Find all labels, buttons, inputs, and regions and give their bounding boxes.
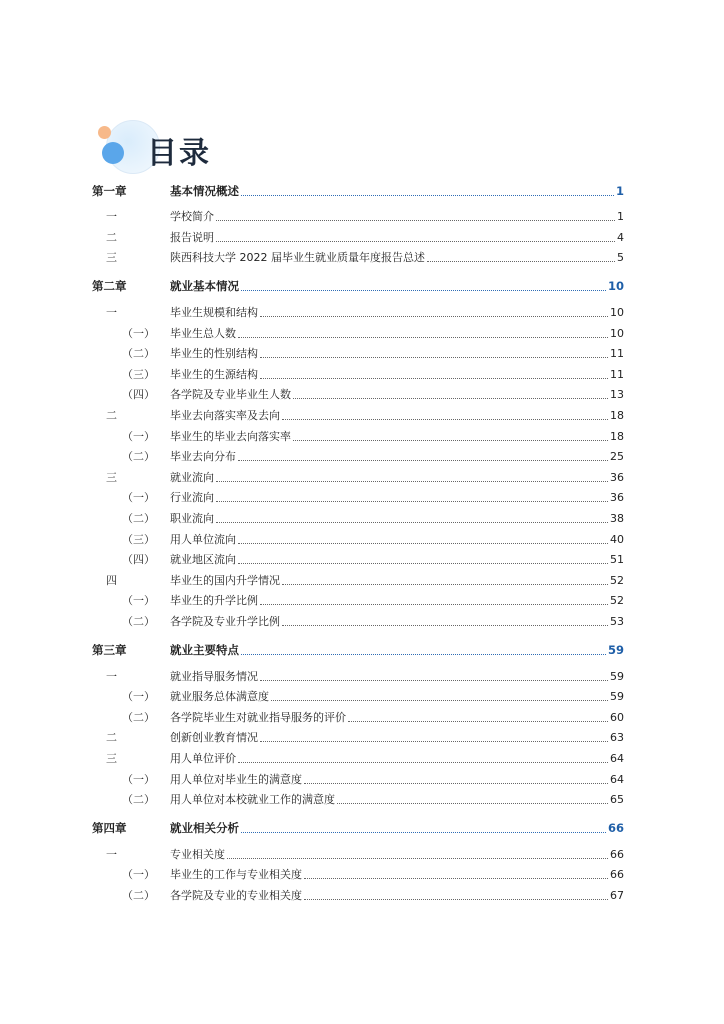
toc-leader-dots <box>293 440 608 441</box>
toc-entry-label: 各学院及专业升学比例 <box>170 614 280 628</box>
toc-entry[interactable] <box>92 446 624 467</box>
toc-leader-dots <box>260 741 608 742</box>
toc-leader-dots <box>216 241 615 242</box>
toc-chapter-entry[interactable] <box>92 179 624 202</box>
toc-entry-label: 毕业生的生源结构 <box>170 367 258 381</box>
toc-leader-dots <box>238 762 608 763</box>
toc-entry-line <box>170 428 624 444</box>
toc-entry-label: 毕业生规模和结构 <box>170 306 258 320</box>
toc-entry-number: 第二章 <box>92 279 127 294</box>
toc-entry-number: （一） <box>122 429 155 443</box>
toc-entry-page-number: 11 <box>610 367 624 381</box>
toc-entry-page-number: 18 <box>610 429 624 443</box>
toc-entry-label: 陕西科技大学 2022 届毕业生就业质量年度报告总述 <box>170 251 425 265</box>
toc-leader-dots <box>282 625 608 626</box>
toc-entry-page-number: 53 <box>610 614 624 628</box>
toc-entry[interactable] <box>92 227 624 248</box>
toc-leader-dots <box>282 419 608 420</box>
toc-entry-page-number: 11 <box>610 347 624 361</box>
toc-entry-number: 二 <box>106 731 117 745</box>
toc-entry-label: 毕业生的毕业去向落实率 <box>170 429 291 443</box>
toc-entry-number: （二） <box>122 888 155 902</box>
toc-entry[interactable] <box>92 467 624 488</box>
toc-entry-number: （二） <box>122 793 155 807</box>
toc-entry-number: 二 <box>106 409 117 423</box>
toc-leader-dots <box>304 878 608 879</box>
toc-entry-line <box>170 642 624 658</box>
toc-leader-dots <box>271 700 608 701</box>
toc-entry-line <box>170 820 624 836</box>
toc-leader-dots <box>293 398 608 399</box>
toc-entry-number: （四） <box>122 388 155 402</box>
toc-leader-dots <box>216 220 615 221</box>
toc-entry-label: 专业相关度 <box>170 847 225 861</box>
toc-entry[interactable] <box>92 885 624 906</box>
toc-entry-number: （三） <box>122 367 155 381</box>
toc-entry-label: 毕业生的国内升学情况 <box>170 573 280 587</box>
toc-entry[interactable] <box>92 384 624 405</box>
toc-entry-number: （一） <box>122 772 155 786</box>
toc-entry-page-number: 59 <box>610 690 624 704</box>
toc-entry-page-number: 10 <box>610 326 624 340</box>
toc-entry-line <box>170 278 624 294</box>
toc-entry-label: 创新创业教育情况 <box>170 731 258 745</box>
toc-leader-dots <box>216 522 608 523</box>
toc-leader-dots <box>241 195 614 196</box>
toc-entry-label: 毕业生总人数 <box>170 326 236 340</box>
page-title: 目录 <box>147 136 211 171</box>
toc-entry-number: 一 <box>106 210 117 224</box>
toc-entry-page-number: 67 <box>610 888 624 902</box>
toc-entry-line <box>170 407 624 423</box>
toc-entry-number: 二 <box>106 230 117 244</box>
toc-leader-dots <box>348 721 608 722</box>
toc-entry[interactable] <box>92 508 624 529</box>
toc-entry-number: 第四章 <box>92 820 127 835</box>
toc-entry-line <box>170 229 624 245</box>
toc-leader-dots <box>427 261 615 262</box>
toc-entry-page-number: 13 <box>610 388 624 402</box>
toc-entry-number: （二） <box>122 512 155 526</box>
toc-entry[interactable] <box>92 611 624 632</box>
toc-entry-line <box>170 729 624 745</box>
toc-entry[interactable] <box>92 247 624 268</box>
toc-entry-page-number: 63 <box>610 731 624 745</box>
toc-entry-line <box>170 551 624 567</box>
toc-entry-label: 用人单位对本校就业工作的满意度 <box>170 793 335 807</box>
toc-entry-line <box>170 791 624 807</box>
toc-entry-line <box>170 386 624 402</box>
toc-leader-dots <box>227 858 608 859</box>
toc-entry[interactable] <box>92 343 624 364</box>
toc-entry-label: 毕业去向落实率及去向 <box>170 409 280 423</box>
toc-entry[interactable] <box>92 405 624 426</box>
toc-entry-page-number: 66 <box>610 868 624 882</box>
toc-entry-page-number: 66 <box>610 847 624 861</box>
toc-leader-dots <box>260 378 608 379</box>
toc-entry-line <box>170 668 624 684</box>
orange-dot-icon <box>98 126 111 139</box>
toc-entry[interactable] <box>92 302 624 323</box>
toc-entry-page-number: 40 <box>610 532 624 546</box>
toc-entry-line <box>170 771 624 787</box>
toc-leader-dots <box>241 832 606 833</box>
toc-entry-line <box>170 572 624 588</box>
toc-leader-dots <box>238 337 608 338</box>
toc-entry-page-number: 10 <box>610 306 624 320</box>
toc-entry-label: 学校简介 <box>170 210 214 224</box>
toc-entry-line <box>170 750 624 766</box>
toc-entry-label: 就业流向 <box>170 470 214 484</box>
toc-entry[interactable] <box>92 789 624 810</box>
toc-entry-page-number: 59 <box>607 642 624 657</box>
toc-entry-label: 毕业生的升学比例 <box>170 594 258 608</box>
toc-leader-dots <box>241 290 606 291</box>
toc-entry-page-number: 64 <box>610 772 624 786</box>
toc-entry[interactable] <box>92 487 624 508</box>
toc-entry-number: 一 <box>106 847 117 861</box>
toc-entry-line <box>170 208 624 224</box>
toc-entry-page-number: 51 <box>610 553 624 567</box>
toc-entry-page-number: 52 <box>610 573 624 587</box>
toc-entry[interactable] <box>92 864 624 885</box>
toc-entry-label: 用人单位对毕业生的满意度 <box>170 772 302 786</box>
toc-entry-number: （三） <box>122 532 155 546</box>
toc-entry-line <box>170 592 624 608</box>
toc-entry[interactable] <box>92 706 624 727</box>
toc-entry-line <box>170 613 624 629</box>
toc-entry[interactable] <box>92 727 624 748</box>
toc-entry-line <box>170 249 624 265</box>
toc-entry-number: 一 <box>106 306 117 320</box>
toc-entry-number: （二） <box>122 614 155 628</box>
toc-entry-page-number: 36 <box>610 470 624 484</box>
toc-entry-label: 毕业生的工作与专业相关度 <box>170 868 302 882</box>
toc-entry-page-number: 18 <box>610 409 624 423</box>
toc-leader-dots <box>238 460 608 461</box>
toc-entry-number: （一） <box>122 594 155 608</box>
toc-entry[interactable] <box>92 843 624 864</box>
toc-leader-dots <box>260 680 608 681</box>
toc-entry-page-number: 52 <box>610 594 624 608</box>
toc-entry-number: （一） <box>122 491 155 505</box>
toc-entry-label: 报告说明 <box>170 230 214 244</box>
toc-entry-page-number: 59 <box>610 669 624 683</box>
toc-leader-dots <box>282 584 608 585</box>
toc-entry[interactable] <box>92 528 624 549</box>
toc-entry-line <box>170 709 624 725</box>
toc-entry-line <box>170 325 624 341</box>
toc-entry[interactable] <box>92 768 624 789</box>
toc-entry-number: 第一章 <box>92 183 127 198</box>
toc-leader-dots <box>216 481 608 482</box>
toc-entry-label: 职业流向 <box>170 512 214 526</box>
toc-entry-label: 就业指导服务情况 <box>170 669 258 683</box>
toc-chapter-entry[interactable] <box>92 816 624 839</box>
toc-entry[interactable] <box>92 686 624 707</box>
toc-entry-number: 四 <box>106 573 117 587</box>
toc-entry-number: （二） <box>122 710 155 724</box>
toc-entry-label: 就业服务总体满意度 <box>170 690 269 704</box>
toc-entry-number: （一） <box>122 326 155 340</box>
toc-entry-page-number: 10 <box>607 279 624 294</box>
toc-entry-line <box>170 510 624 526</box>
toc-entry[interactable] <box>92 322 624 343</box>
toc-entry-label: 基本情况概述 <box>170 183 239 198</box>
toc-entry[interactable] <box>92 549 624 570</box>
toc-leader-dots <box>304 899 608 900</box>
toc-leader-dots <box>260 316 608 317</box>
table-of-contents <box>92 178 624 905</box>
toc-entry-label: 各学院及专业的专业相关度 <box>170 888 302 902</box>
toc-entry-label: 毕业生的性别结构 <box>170 347 258 361</box>
toc-entry-page-number: 4 <box>617 230 624 244</box>
toc-entry-number: （二） <box>122 347 155 361</box>
toc-entry-label: 就业主要特点 <box>170 642 239 657</box>
toc-entry-number: 三 <box>106 470 117 484</box>
toc-entry-line <box>170 866 624 882</box>
toc-entry-line <box>170 887 624 903</box>
toc-entry-page-number: 36 <box>610 491 624 505</box>
toc-entry-label: 毕业去向分布 <box>170 450 236 464</box>
toc-entry[interactable] <box>92 425 624 446</box>
toc-entry-label: 就业基本情况 <box>170 279 239 294</box>
toc-entry-page-number: 65 <box>610 793 624 807</box>
toc-entry-number: 三 <box>106 751 117 765</box>
toc-leader-dots <box>260 604 608 605</box>
toc-entry-line <box>170 846 624 862</box>
toc-entry-line <box>170 345 624 361</box>
toc-chapter-entry[interactable] <box>92 275 624 298</box>
toc-entry-page-number: 60 <box>610 710 624 724</box>
toc-entry-line <box>170 489 624 505</box>
toc-entry-number: 三 <box>106 251 117 265</box>
toc-entry-line <box>170 183 624 199</box>
toc-entry-line <box>170 688 624 704</box>
toc-entry-line <box>170 531 624 547</box>
toc-entry-page-number: 66 <box>607 820 624 835</box>
toc-entry-number: 第三章 <box>92 642 127 657</box>
toc-leader-dots <box>260 357 608 358</box>
toc-entry[interactable] <box>92 206 624 227</box>
toc-entry-number: 一 <box>106 669 117 683</box>
toc-entry[interactable] <box>92 364 624 385</box>
toc-entry-number: （一） <box>122 690 155 704</box>
toc-entry-page-number: 25 <box>610 450 624 464</box>
toc-entry-number: （四） <box>122 553 155 567</box>
blue-dot-icon <box>102 142 124 164</box>
toc-entry-page-number: 1 <box>617 210 624 224</box>
toc-leader-dots <box>337 803 608 804</box>
toc-entry-label: 用人单位流向 <box>170 532 236 546</box>
toc-entry-number: （二） <box>122 450 155 464</box>
toc-entry-line <box>170 366 624 382</box>
toc-entry-label: 各学院及专业毕业生人数 <box>170 388 291 402</box>
toc-entry-page-number: 5 <box>617 251 624 265</box>
toc-leader-dots <box>238 543 608 544</box>
toc-leader-dots <box>241 654 606 655</box>
toc-entry-page-number: 38 <box>610 512 624 526</box>
toc-entry-page-number: 1 <box>615 183 624 198</box>
toc-entry[interactable] <box>92 570 624 591</box>
toc-entry-label: 就业相关分析 <box>170 820 239 835</box>
toc-entry-label: 用人单位评价 <box>170 751 236 765</box>
toc-entry-label: 各学院毕业生对就业指导服务的评价 <box>170 710 346 724</box>
toc-entry-line <box>170 304 624 320</box>
toc-leader-dots <box>304 783 608 784</box>
toc-entry-page-number: 64 <box>610 751 624 765</box>
toc-leader-dots <box>238 563 608 564</box>
toc-entry-line <box>170 469 624 485</box>
toc-entry-number: （一） <box>122 868 155 882</box>
toc-entry-line <box>170 448 624 464</box>
toc-entry-label: 就业地区流向 <box>170 553 236 567</box>
toc-chapter-entry[interactable] <box>92 638 624 661</box>
toc-entry[interactable] <box>92 590 624 611</box>
toc-entry[interactable] <box>92 748 624 769</box>
toc-entry[interactable] <box>92 665 624 686</box>
toc-leader-dots <box>216 501 608 502</box>
toc-entry-label: 行业流向 <box>170 491 214 505</box>
